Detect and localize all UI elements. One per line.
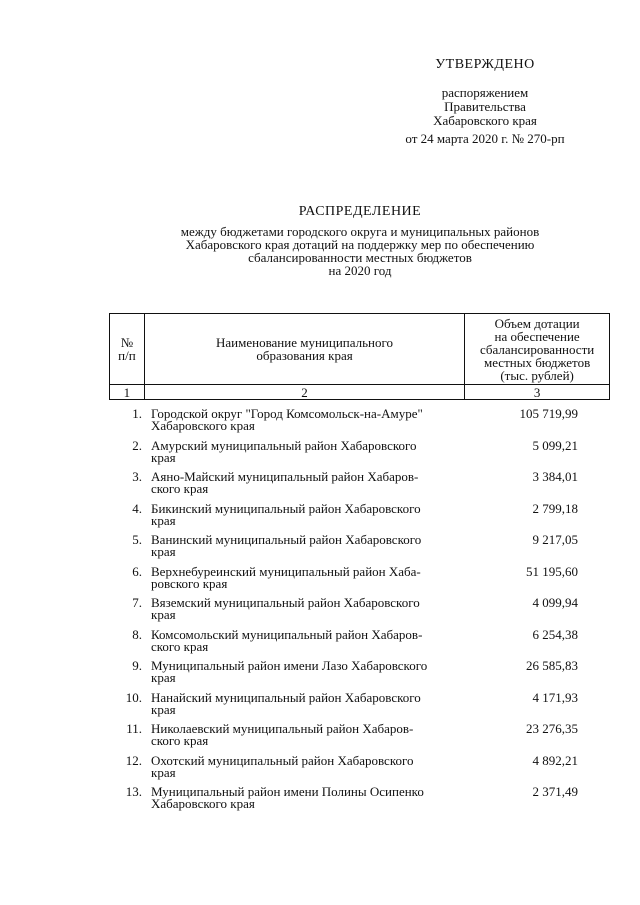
- col-index-2: 2: [144, 385, 464, 400]
- table-row: [109, 534, 610, 566]
- header-text: сбалансированности: [479, 341, 595, 357]
- row-value: 4 171,93: [532, 689, 578, 705]
- row-value: 3 384,01: [532, 469, 578, 484]
- approval-line: распоряжением: [441, 85, 529, 100]
- header-text: местных бюджетов: [483, 354, 591, 370]
- table-row: [109, 597, 610, 629]
- row-name-line: края: [151, 670, 176, 685]
- row-value: 4 099,94: [532, 595, 578, 610]
- approval-block: [380, 58, 590, 146]
- title-heading: РАСПРЕДЕЛЕНИЕ: [298, 204, 422, 219]
- table-row: [109, 500, 610, 535]
- row-name-line: Вяземский муниципальный район Хабаровского: [151, 595, 420, 610]
- header-text: Наименование муниципального: [216, 335, 394, 350]
- row-name: [151, 723, 471, 747]
- row-name-line: Городской округ "Город Комсомольск-на-Амуре": [151, 406, 423, 421]
- row-value: 6 254,38: [532, 626, 578, 642]
- table-row: [109, 660, 610, 692]
- title-line: на 2020 год: [328, 263, 392, 278]
- col-value-header: [465, 314, 610, 385]
- row-name-line: Муниципальный район имени Лазо Хабаровского: [151, 658, 428, 673]
- row-number: 7.: [132, 595, 142, 610]
- row-value: 9 217,05: [532, 532, 578, 547]
- row-name-line: края: [151, 701, 176, 717]
- row-number: 12.: [125, 752, 142, 768]
- table-header: [109, 313, 610, 400]
- approval-stamp: УТВЕРЖДЕНО: [435, 57, 535, 72]
- row-value: 23 276,35: [526, 721, 578, 736]
- row-name-line: Верхнебуреинский муниципальный район Хаба-: [151, 563, 421, 579]
- row-name: [151, 500, 471, 528]
- table-row: [109, 408, 610, 440]
- col-number-header: [110, 314, 145, 385]
- table-row: [109, 786, 610, 818]
- col-name-header: [144, 314, 464, 385]
- header-text: №: [120, 335, 134, 350]
- row-name: [151, 534, 471, 558]
- row-value: 2 799,18: [532, 500, 578, 516]
- table-row: [109, 437, 610, 472]
- title-line: Хабаровского края дотаций на поддержку мер по обеспечению: [185, 237, 535, 252]
- table-row: [109, 626, 610, 661]
- row-name: [151, 786, 471, 810]
- table-row: [109, 689, 610, 724]
- row-name: [151, 597, 471, 621]
- row-value: 2 371,49: [532, 784, 578, 799]
- header-text: на обеспечение: [494, 328, 580, 344]
- row-name-line: Комсомольский муниципальный район Хабаров-: [151, 626, 423, 642]
- row-number: 5.: [132, 532, 142, 547]
- row-value: 4 892,21: [532, 752, 578, 768]
- row-value: 105 719,99: [519, 406, 578, 421]
- row-name-line: Хабаровского края: [151, 796, 255, 811]
- col-index-1: 1: [110, 385, 145, 400]
- approval-line: Хабаровского края: [433, 113, 537, 128]
- table-row: [109, 471, 610, 503]
- row-number: 1.: [132, 406, 142, 421]
- row-name: [151, 408, 471, 432]
- row-name-line: края: [151, 544, 176, 559]
- row-value: 51 195,60: [526, 563, 578, 579]
- row-name: [151, 563, 471, 591]
- header-text: образования края: [256, 348, 353, 363]
- row-name-line: края: [151, 764, 176, 780]
- row-name-line: ского края: [151, 733, 209, 748]
- approval-date: от 24 марта 2020 г. № 270-рп: [405, 131, 565, 146]
- row-number: 6.: [132, 563, 142, 579]
- row-name-line: Нанайский муниципальный район Хабаровского: [151, 689, 421, 705]
- row-name: [151, 471, 471, 495]
- row-name: [151, 752, 471, 780]
- row-name-line: Хабаровского края: [151, 418, 255, 433]
- row-value: 5 099,21: [532, 437, 578, 453]
- row-number: 4.: [132, 500, 142, 516]
- table-body: [109, 408, 610, 818]
- table-row: [109, 723, 610, 755]
- row-name-line: Амурский муниципальный район Хабаровского: [151, 437, 417, 453]
- row-name-line: Ванинский муниципальный район Хабаровского: [151, 532, 422, 547]
- row-name-line: Муниципальный район имени Полины Осипенко: [151, 784, 424, 799]
- document-title: [110, 205, 610, 277]
- title-line: сбалансированности местных бюджетов: [248, 250, 472, 265]
- row-number: 9.: [132, 658, 142, 673]
- header-text: (тыс. рублей): [500, 367, 574, 383]
- row-name-line: края: [151, 607, 176, 622]
- row-name-line: Охотский муниципальный район Хабаровского: [151, 752, 414, 768]
- table-row: [109, 752, 610, 787]
- row-name: [151, 626, 471, 654]
- row-number: 8.: [132, 626, 142, 642]
- approval-line: Правительства: [444, 99, 526, 114]
- row-name-line: ского края: [151, 638, 209, 654]
- row-number: 3.: [132, 469, 142, 484]
- title-line: между бюджетами городского округа и муниципальных районов: [180, 224, 540, 239]
- row-number: 10.: [125, 689, 142, 705]
- row-name-line: Николаевский муниципальный район Хабаров-: [151, 721, 414, 736]
- row-name-line: ского края: [151, 481, 209, 496]
- table-row: [109, 563, 610, 598]
- row-name: [151, 660, 471, 684]
- col-index-3: 3: [465, 385, 610, 400]
- row-number: 2.: [132, 437, 142, 453]
- row-number: 13.: [125, 784, 142, 799]
- header-text: Объем дотации: [494, 315, 580, 331]
- row-name-line: края: [151, 449, 176, 465]
- row-value: 26 585,83: [526, 658, 578, 673]
- row-name-line: края: [151, 512, 176, 528]
- row-name-line: Аяно-Майский муниципальный район Хабаров-: [151, 469, 419, 484]
- row-name: [151, 437, 471, 465]
- row-number: 11.: [126, 721, 142, 736]
- row-name-line: Бикинский муниципальный район Хабаровского: [151, 500, 421, 516]
- header-text: п/п: [118, 348, 136, 363]
- row-name: [151, 689, 471, 717]
- row-name-line: ровского края: [151, 575, 228, 591]
